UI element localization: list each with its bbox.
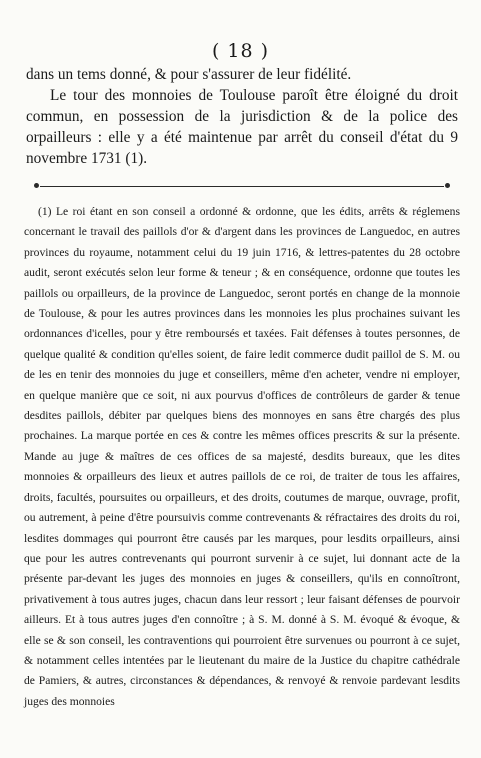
main-text-paragraph: Le tour des monnoies de Toulouse paroît être éloigné du droit commun, en possession de la jurisdiction & de la police des orpailleurs : elle y a été maintenue par arrêt du conseil d'état du 9 novembre 1731 (1). xyxy=(26,87,458,167)
main-text xyxy=(26,64,458,169)
section-divider xyxy=(40,186,444,187)
main-text-line: dans un tems donné, & pour s'assurer de leur fidélité. xyxy=(26,66,352,83)
footnote xyxy=(24,202,460,712)
footnote-text: (1) Le roi étant en son conseil a ordonné & ordonne, que les édits, arrêts & réglemens concernant le travail des paillols d'or & d'argent dans les provinces de Languedoc, en autres provinces du royaume, notamment celui du 19 juin 1716, & lettres-patentes du 28 octobre audit, seront exécutés selon leur forme & teneur ; & en conséquence, ordonne que toutes les paillols ou orpailleurs, de la province de Languedoc, seront portés en change de la monnoie de Toulouse, & pour les autres provinces dans les monnoies les plus prochaines suivant les ordonnances d'icelles, pour y être remboursés et taxées. Fait défenses à toutes personnes, de quelque qualité & condition qu'elles soient, de faire ledit commerce dudit paillol de S. M. ou de les en tenir des monnoies du juge et conseillers, même d'en acheter, vendre ni employer, en quelque manière que ce soit, ni aux pourvus d'offices de contrôleurs de garder & tenue desdites paillols, débiter par quelques biens des monnoyes en sans être chargés des plus prochaines. La marque portée en ces & contre les mêmes offices prescrits & sur la présente. Mande au juge & maîtres de ces offices de sa majesté, desdits bureaux, que les dites monnoies & orpailleurs des lieux et autres paillols de ce roi, de traiter de tous les affaires, droits, facultés, poursuites ou orpailleurs, et des droits, coutumes de marque, ouvrage, profit, ou autrement, à peine d'être poursuivis comme contrevenants & réfractaires des droits du roi, lesdites dommages qui pourront être causés par les marques, pour lesdits orpailleurs, ainsi que pour les autres contrevenants qui pourront survenir à ce sujet, lui donnant acte de la présente par-devant les juges des monnoies en juges & conseillers, qu'ils en connoîtront, privativement à tous autres juges, chacun dans leur ressort ; leur faisant défenses de pourvoir ailleurs. Et à tous autres juges d'en connoître ; à S. M. donné à S. M. évoqué & évoque, & elle se & son conseil, les contraventions qui pourroient être survenues ou pourront à ce sujet, & notamment celles intentées par le lieutenant du maire de la Justice du chapitre cathédrale de Pamiers, & autres, circonstances & dépendances, & renvoyé & renvoie pardevant lesdits juges des monnoies xyxy=(24,205,460,708)
page-number: ( 18 ) xyxy=(211,40,270,62)
